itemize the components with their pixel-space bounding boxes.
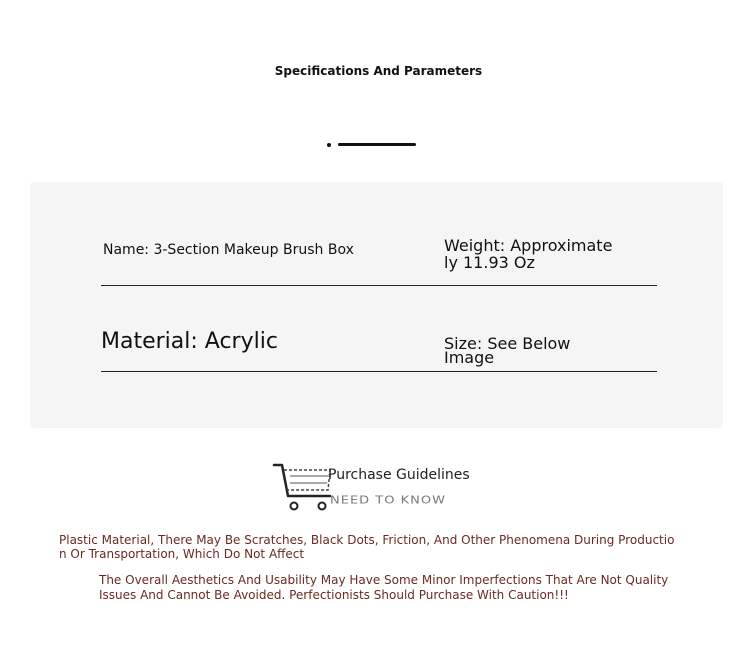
note-text: The Overall Aesthetics And Usability May Have Some Minor Imperfections That Are Not Quality Issues And Cannot Be Avoided. Perfectionists Should Purchase With Caution!!! xyxy=(99,573,669,602)
shopping-cart-icon xyxy=(272,460,332,514)
spec-name: Name: 3-Section Makeup Brush Box xyxy=(103,242,354,258)
spec-panel xyxy=(30,182,723,428)
spec-material: Material: Acrylic xyxy=(101,329,278,354)
spec-divider xyxy=(101,285,657,286)
need-to-know-text: NEED TO KNOW xyxy=(330,494,446,507)
note-text: Plastic Material, There May Be Scratches, Black Dots, Friction, And Other Phenomena During Production Or Transportation, Which Do Not Affect xyxy=(59,533,675,561)
spec-size: Size: See Below Image xyxy=(444,334,571,367)
spec-weight: Weight: Approximately 11.93 Oz xyxy=(444,236,613,272)
purchase-guidelines xyxy=(272,458,472,514)
divider-bar xyxy=(338,143,416,146)
page-title: Specifications And Parameters xyxy=(274,64,483,78)
spec-divider xyxy=(101,371,657,372)
divider-dot xyxy=(327,143,331,147)
guidelines-label: Purchase Guidelines xyxy=(328,467,470,483)
